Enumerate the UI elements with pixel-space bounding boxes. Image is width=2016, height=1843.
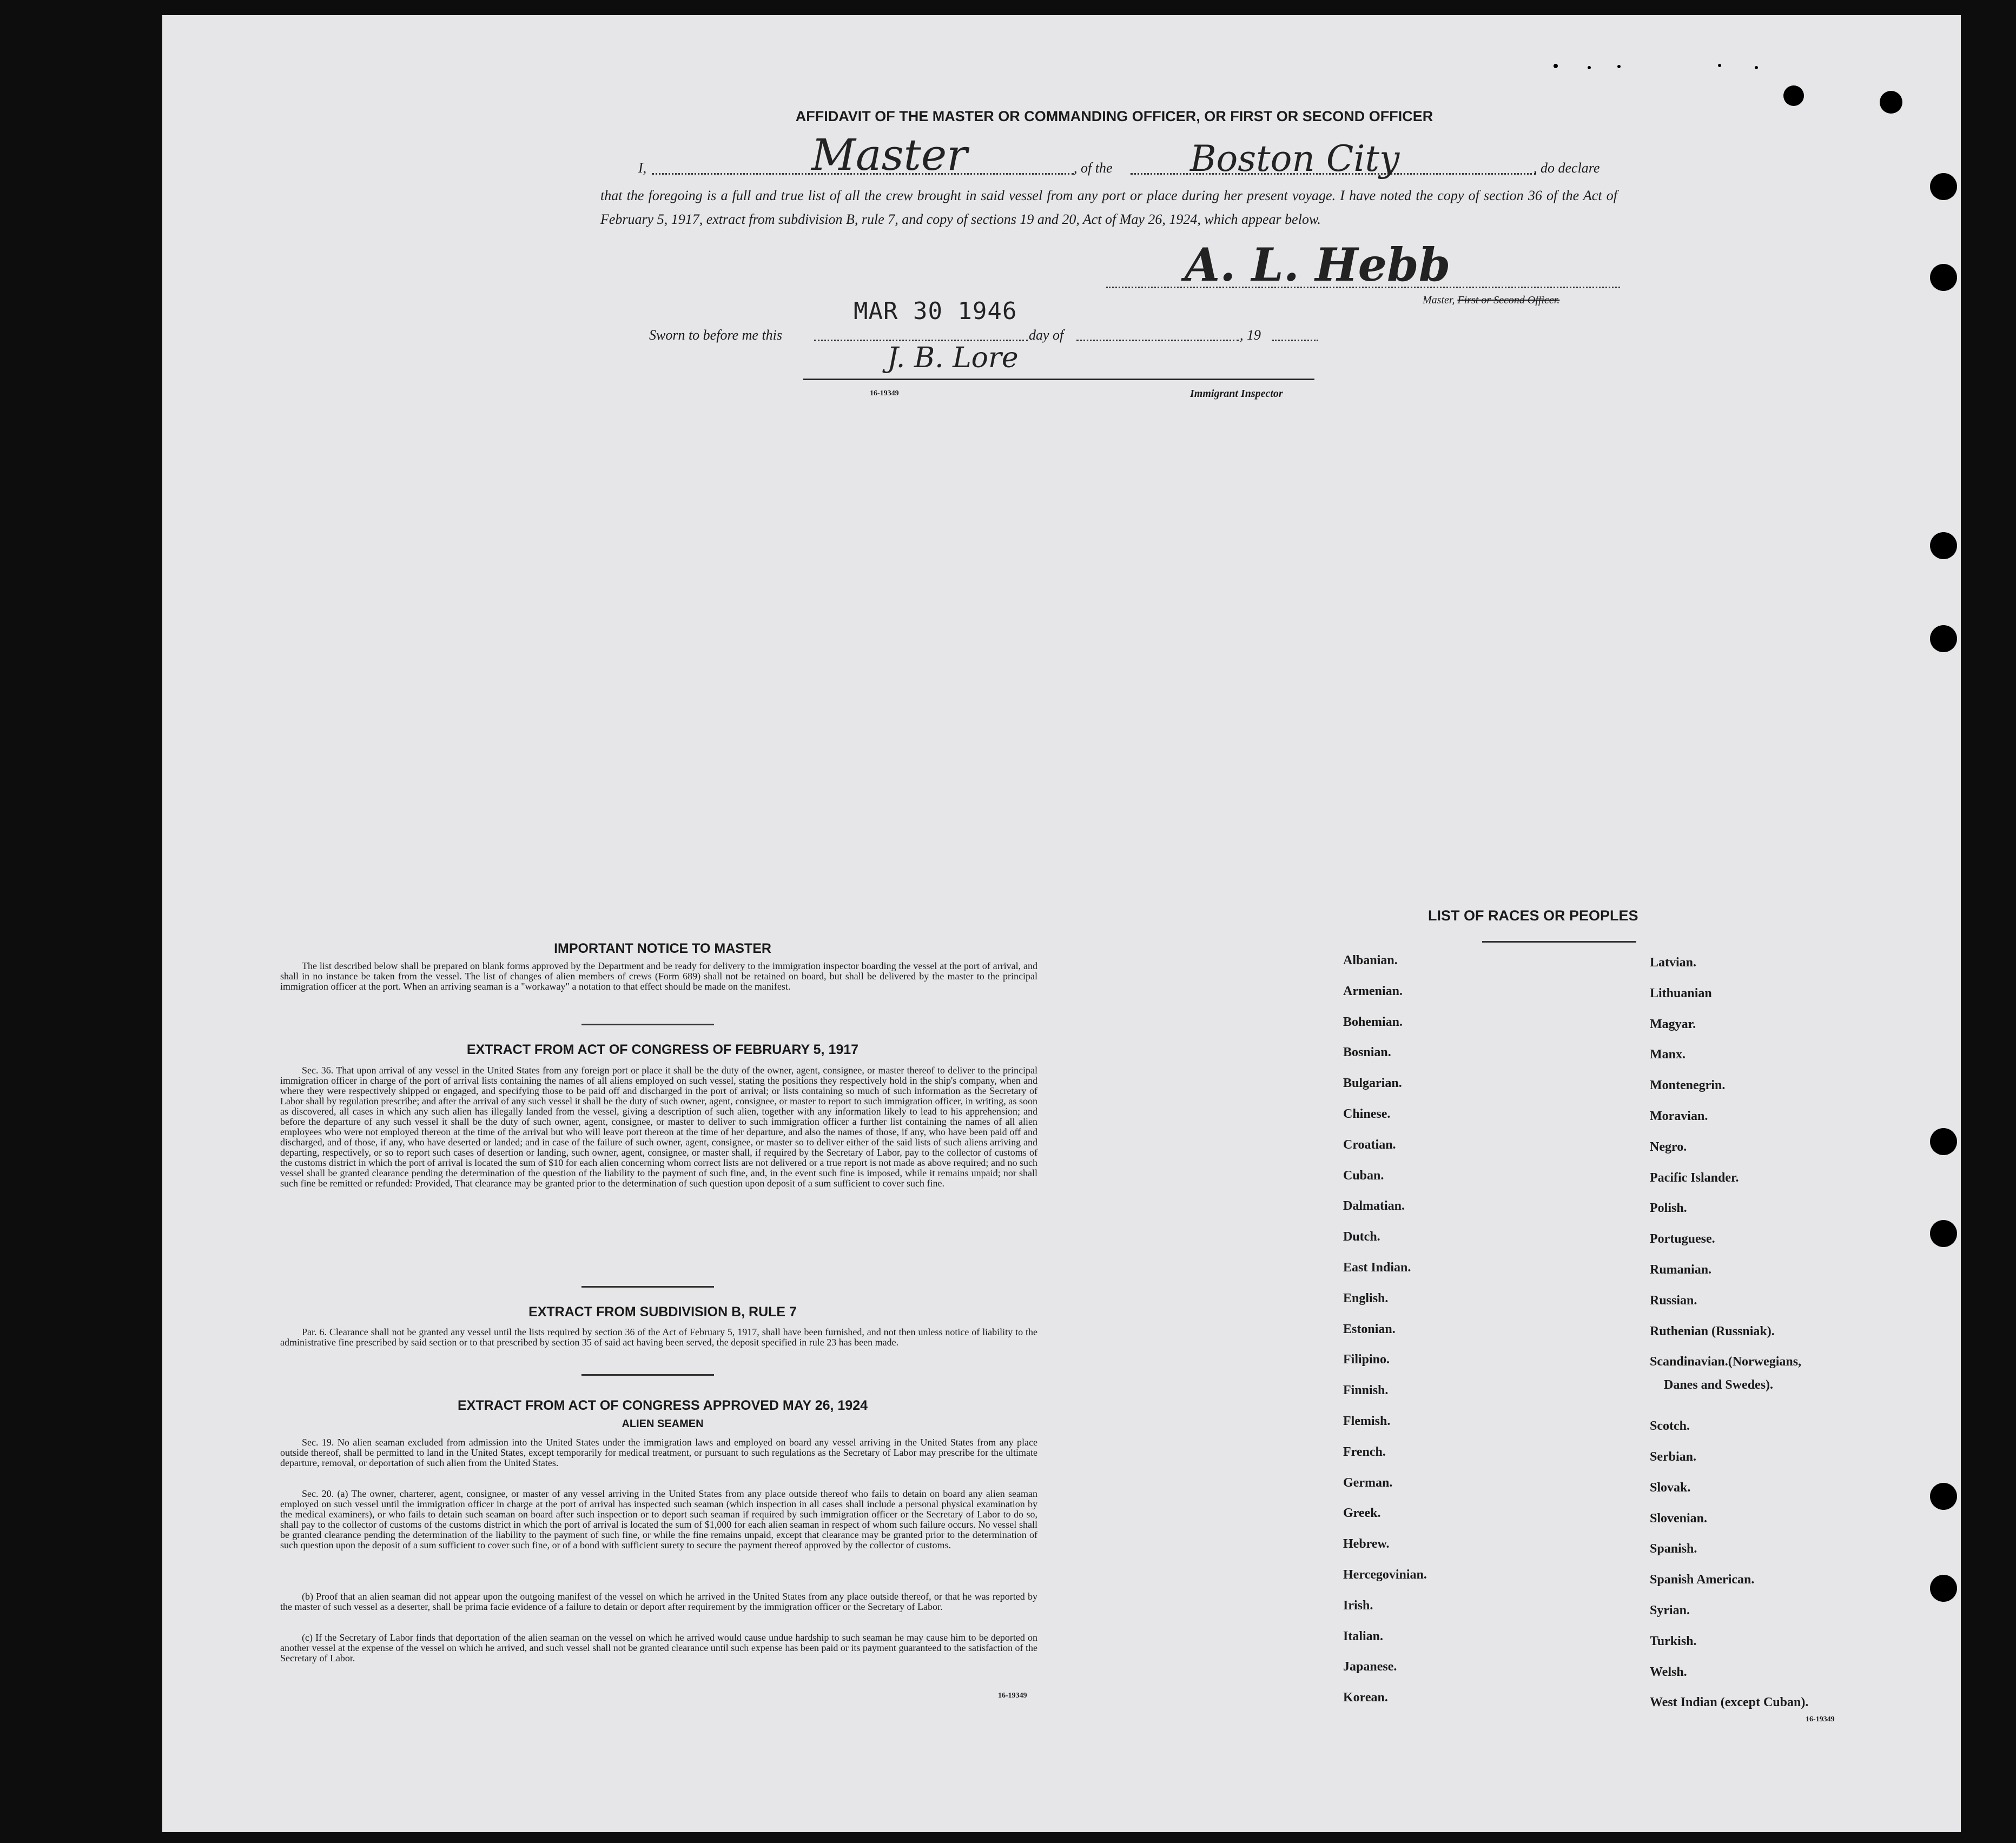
races-underline (1482, 941, 1636, 943)
affidavit-body: that the foregoing is a full and true list of all the crew brought in said vessel from any port or place during her present voyage. I have noted the copy of section 36 of the Act of February 5, 1917, extract from subdivision B, rule 7, and copy of sections 19 and 20, Act of May 26, 1924, which appear below. (600, 188, 1617, 227)
rule7-text: Par. 6. Clearance shall not be granted any vessel until the lists required by section 36 of the Act of February 5, 1917, shall have been furnished, and not then unless notice of liability to the administrative fine prescribed by said section or to that prescribed by section 35 of said act having been served, the deposit specified in rule 23 has been made. (280, 1327, 1037, 1348)
race-item: East Indian. (1343, 1261, 1411, 1275)
sec20c-text: (c) If the Secretary of Labor finds that deportation of the alien seaman on the vessel on which he arrived would cause undue hardship to such seaman he may cause him to be deported on another vessel at the expense of the vessel on which he arrived, and such vessel shall not be granted clearance until such expense has been paid or its payment guaranteed to the satisfaction of the Secretary of Labor. (280, 1632, 1037, 1663)
race-item: Finnish. (1343, 1383, 1389, 1398)
inspector-signature: J. B. Lore (887, 342, 1019, 374)
race-item: Serbian. (1650, 1450, 1697, 1464)
race-item: Lithuanian (1650, 986, 1712, 1000)
form-number-right: 16-19349 (1806, 1715, 1835, 1723)
race-item: Turkish. (1650, 1634, 1697, 1648)
form-number-top: 16-19349 (870, 389, 899, 397)
signature-line (1106, 287, 1620, 288)
race-item: Russian. (1650, 1293, 1697, 1308)
speck (1617, 65, 1621, 68)
race-item: Cuban. (1343, 1168, 1384, 1183)
sworn-month-line (1076, 340, 1239, 341)
separator (581, 1286, 714, 1288)
speck (1554, 64, 1558, 68)
race-item: Rumanian. (1650, 1263, 1712, 1277)
inspector-signature-line (803, 379, 1314, 380)
race-item: Scandinavian.(Norwegians, (1650, 1355, 1802, 1369)
punch-hole-3 (1930, 173, 1957, 200)
notice-text: The list described below shall be prepared on blank forms approved by the Department and be ready for delivery to the immigration inspector boarding the vessel at the port of arrival, and shall in no instance be taken from the vessel. The list of changes of alien members of crews (Form 689) shall not be retained on board, but shall be delivered by the master to the principal immigration officer at the port. When an arriving seaman is a "workaway" a notation to that effect should be made on the manifest. (280, 960, 1037, 992)
race-item: Bulgarian. (1343, 1076, 1402, 1091)
race-item: English. (1343, 1291, 1389, 1305)
race-item: Slovenian. (1650, 1511, 1708, 1526)
form-number-left: 16-19349 (998, 1692, 1027, 1700)
sec20a-text: Sec. 20. (a) The owner, charterer, agent, consignee, or master of any vessel arriving in the United States from any place outside thereof who fails to detain on board any alien seaman employed on such vessel until the immigration officer in charge at the port of arrival has inspected such seaman (which inspection in all cases shall include a personal physical examination by the medical examiners), or who fails to detain such seaman on board after such inspection or to deport such seaman if required by such immigration officer or the Secretary of Labor to do so, shall pay to the collector of customs of the customs district in which the port of arrival is located the sum of $1,000 for each alien seaman in respect of whom such failure occurs. No vessel shall be granted clearance pending the determination of the liability to the payment of such fine, or while the fine remains unpaid, except that clearance may be granted prior to the determination of such question upon the deposit of a sum sufficient to cover such fine, or of a bond with sufficient surety to secure the payment thereof approved by the collector of customs. (280, 1488, 1037, 1550)
sec19-text: Sec. 19. No alien seaman excluded from admission into the United States under the immigration laws and employed on board any vessel arriving in the United States from any place outside thereof, shall be permitted to land in the United States, except temporarily for medical treatment, or pursuant to such regulations as the Secretary of Labor may prescribe for the ultimate departure, removal, or deportation of such alien from the United States. (280, 1437, 1037, 1468)
punch-hole-6 (1930, 625, 1957, 652)
race-item: Portuguese. (1650, 1232, 1715, 1247)
race-item: Flemish. (1343, 1414, 1391, 1428)
speck (1718, 64, 1721, 67)
separator (581, 1374, 714, 1376)
race-item: Moravian. (1650, 1109, 1708, 1123)
year-prefix-label: , 19 (1240, 327, 1261, 343)
race-item: Polish. (1650, 1201, 1687, 1216)
notice-title: IMPORTANT NOTICE TO MASTER (554, 941, 771, 956)
race-item: Japanese. (1343, 1660, 1397, 1674)
race-item: Albanian. (1343, 953, 1398, 967)
inspector-caption: Immigrant Inspector (1190, 388, 1283, 400)
struck-officer-caption: First or Second Officer. (1457, 294, 1560, 306)
punch-hole-7 (1930, 1128, 1957, 1155)
extract-1917-text: Sec. 36. That upon arrival of any vessel in the United States from any foreign port or place it shall be the duty of the owner, agent, consignee, or master thereof to deliver to the principal immigration officer in charge of the port of arrival lists containing the names of all aliens employed on such vessel, stating the positions they respectively hold in the ship's company, when and where they were respectively shipped or engaged, and specifying those to be paid off and discharged in the port of arrival; or lists containing so much of such information as the Secretary of Labor shall by regulation prescribe; and after the arrival of any such vessel it shall be the duty of such owner, agent, consignee, or master to report to such immigration officer, in writing, as soon as discovered, all cases in which any such alien has illegally landed from the vessel, giving a description of such alien, together with any information likely to lead to his apprehension; and before the departure of any such vessel it shall be the duty of such owner, agent, consignee, or master to deliver to such immigration officer a further list containing the names of all alien employees who were not employed thereon at the time of the arrival but who will leave port thereon at the time of her departure, and also the names of those, if any, who have been paid off and discharged, and of those, if any, who have deserted or landed; and in case of the failure of such owner, agent, consignee, or master so to deliver either of the said lists of such aliens arriving and departing, respectively, or so to report such cases of desertion or landing, such owner, agent, consignee, or master shall, if required by the Secretary of Labor, pay to the collector of customs of the customs district in which the port of arrival is located the sum of $10 for each alien concerning whom correct lists are not delivered or a true report is not made as above required; and no such vessel shall be granted clearance pending the determination of the question of the liability to the payment of such fine, and, in the event such fine is imposed, while it remains unpaid; nor shall such fine be remitted or refunded: Provided, That clearance may be granted prior to the determination of such question upon deposit of a sum sufficient to cover such fine. (280, 1065, 1037, 1189)
speck (1588, 66, 1591, 69)
race-scandinavian-line2: Danes and Swedes). (1664, 1378, 1774, 1392)
race-item: Dalmatian. (1343, 1199, 1405, 1214)
race-item: German. (1343, 1475, 1393, 1490)
race-item: Manx. (1650, 1048, 1685, 1062)
race-item: Latvian. (1650, 956, 1697, 970)
race-item: West Indian (except Cuban). (1650, 1695, 1809, 1710)
race-item: Chinese. (1343, 1107, 1391, 1121)
extract-1924-title: EXTRACT FROM ACT OF CONGRESS APPROVED MAY 26, 1924 (457, 1398, 868, 1413)
punch-hole-10 (1930, 1575, 1957, 1602)
race-item: Korean. (1343, 1690, 1388, 1705)
speck (1755, 66, 1758, 69)
race-item: Bohemian. (1343, 1015, 1403, 1029)
extract-1917-title: EXTRACT FROM ACT OF CONGRESS OF FEBRUARY 5, 1917 (466, 1042, 859, 1057)
punch-hole-8 (1930, 1220, 1957, 1247)
race-item: Dutch. (1343, 1230, 1380, 1244)
race-item: Estonian. (1343, 1322, 1396, 1336)
race-item: Spanish American. (1650, 1573, 1755, 1587)
date-stamp: MAR 30 1946 (854, 297, 1017, 325)
race-item: Slovak. (1650, 1480, 1691, 1495)
race-item: Greek. (1343, 1506, 1381, 1521)
master-signature: A. L. Hebb (1185, 238, 1451, 291)
sworn-year-line (1272, 340, 1318, 341)
separator (581, 1024, 714, 1025)
handwritten-vessel: Boston City (1190, 138, 1400, 180)
race-item: Hercegovinian. (1343, 1568, 1427, 1582)
race-item: Bosnian. (1343, 1045, 1391, 1060)
race-item: Welsh. (1650, 1665, 1687, 1679)
declarant-label: I, (638, 160, 647, 176)
punch-hole-9 (1930, 1483, 1957, 1510)
races-title: LIST OF RACES OR PEOPLES (1428, 907, 1638, 924)
punch-hole-1 (1783, 85, 1804, 106)
race-item: Hebrew. (1343, 1537, 1390, 1552)
race-item: Filipino. (1343, 1353, 1390, 1367)
of-the-label: , of the (1074, 160, 1113, 176)
master-caption (1423, 294, 1559, 307)
race-item: Pacific Islander. (1650, 1170, 1739, 1185)
master-caption-text: Master, (1423, 294, 1455, 306)
race-item: Spanish. (1650, 1542, 1697, 1556)
race-item: Magyar. (1650, 1017, 1696, 1031)
do-declare-label: , do declare (1534, 160, 1600, 176)
race-item: Negro. (1650, 1139, 1687, 1154)
punch-hole-4 (1930, 264, 1957, 291)
sworn-day-line (814, 340, 1028, 341)
day-of-label: day of (1029, 327, 1064, 343)
punch-hole-2 (1880, 91, 1902, 114)
race-item: Croatian. (1343, 1137, 1396, 1152)
race-item: Italian. (1343, 1629, 1384, 1643)
handwritten-rank: Master (811, 130, 968, 180)
race-item: Montenegrin. (1650, 1078, 1726, 1093)
race-item: Scotch. (1650, 1419, 1690, 1434)
race-item: Armenian. (1343, 984, 1403, 998)
sworn-label: Sworn to before me this (649, 327, 783, 343)
sec20b-text: (b) Proof that an alien seaman did not appear upon the outgoing manifest of the vessel on which he arrived in the United States from any place outside thereof, or that he was reported by the master of such vessel as a deserter, shall be prima facie evidence of a failure to detain or deport after requirement by the immigration officer or the Secretary of Labor. (280, 1591, 1037, 1612)
rule7-title: EXTRACT FROM SUBDIVISION B, RULE 7 (528, 1304, 797, 1320)
extract-1924-subtitle: ALIEN SEAMEN (622, 1418, 704, 1430)
punch-hole-5 (1930, 532, 1957, 559)
race-item: French. (1343, 1444, 1386, 1459)
race-item: Irish. (1343, 1598, 1373, 1613)
race-item: Syrian. (1650, 1603, 1690, 1617)
race-item: Ruthenian (Russniak). (1650, 1324, 1775, 1338)
affidavit-title: AFFIDAVIT OF THE MASTER OR COMMANDING OFFICER, OR FIRST OR SECOND OFFICER (795, 108, 1433, 124)
